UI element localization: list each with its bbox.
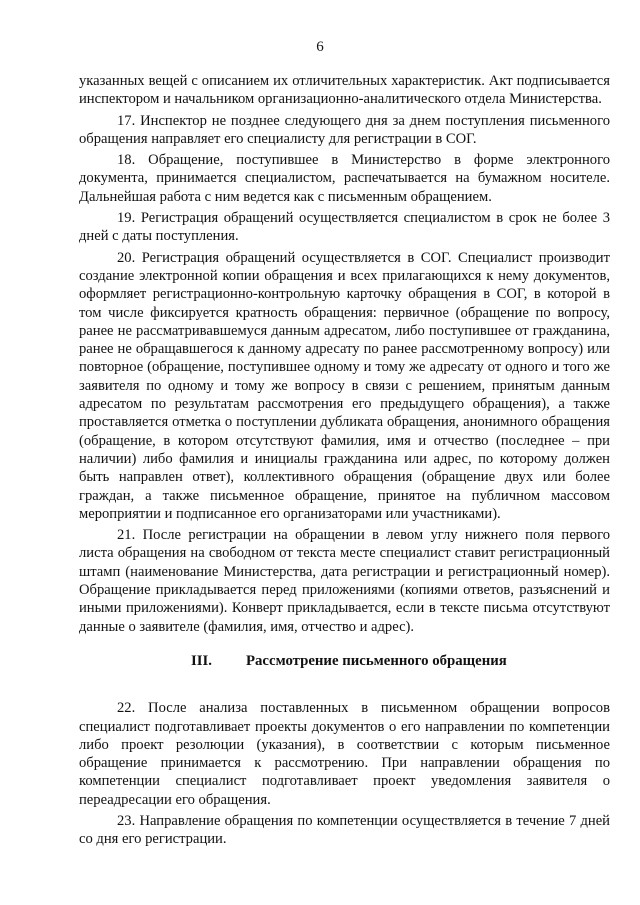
page-number: 6 [316,39,324,55]
paragraph: 18. Обращение, поступившее в Министерство в форме электронного документа, принимается специалистом, распечатывается на бумажном носителе. Дальнейшая работа с ним ведется как с письменным обращением. [79,152,610,205]
paragraph: указанных вещей с описанием их отличительных характеристик. Акт подписывается инспектором и начальником организационно-аналитического отдела Министерства. [79,73,610,108]
paragraphs-after-heading [79,699,610,848]
paragraph: 23. Направление обращения по компетенции осуществляется в течение 7 дней со дня его регистрации. [79,812,610,848]
paragraph: 21. После регистрации на обращении в левом углу нижнего поля первого листа обращения на свободном от текста месте специалист ставит регистрационный штамп (наименование Министерства, дата регистрации и регистрационный номер). Обращение прикладывается перед приложениями (копиями ответов, разъяснений и иными приложениями). Конверт прикладывается, если в тексте письма отсутствуют данные о заявителе (фамилия, имя, отчество и адрес). [79,527,610,635]
paragraphs-before-heading [79,72,610,636]
paragraph: 22. После анализа поставленных в письменном обращении вопросов специалист подготавливает проекты документов о его направлении по компетенции либо проект резолюции (указания), в соответствии с которым письменное обращение принимается к рассмотрению. При направлении обращения по компетенции специалист подготавливает проект уведомления заявителя о переадресации его обращения. [79,700,610,808]
paragraph: 20. Регистрация обращений осуществляется в СОГ. Специалист производит создание электронной копии обращения и всех прилагающихся к нему документов, оформляет регистрационно-контрольную карточку обращения в СОГ, в которой в том числе фиксируется кратность обращения: первичное (обращение по вопросу, ранее не рассматривавшемуся данным адресатом, либо поступившее от гражданина, ранее не обращавшегося к данному адресату по ранее рассмотренному вопросу) или повторное (обращение, поступившее одному и тому же адресату от одного и того же заявителя по одному и тому же вопросу в связи с решением, принятым данным адресатом по результатам рассмотрения его предыдущего обращения), а также проставляется отметка о поступлении дубликата обращения, анонимного обращения (обращение, в котором отсутствуют фамилия, имя и отчество (последнее – при наличии) либо фамилия и инициалы гражданина или адрес, по которому должен быть направлен ответ), коллективного обращения (обращение двух или более граждан, а также письменное обращение, принятое на публичном массовом мероприятии и подписанное его организаторами или участниками). [79,249,610,522]
paragraph: 19. Регистрация обращений осуществляется специалистом в срок не более 3 дней с даты поступления. [79,210,610,245]
section-numeral: III. [191,652,212,669]
section-heading [79,652,610,670]
document-body [79,72,610,852]
section-title: Рассмотрение письменного обращения [246,652,507,669]
paragraph: 17. Инспектор не позднее следующего дня за днем поступления письменного обращения направляет его специалисту для регистрации в СОГ. [79,112,610,147]
